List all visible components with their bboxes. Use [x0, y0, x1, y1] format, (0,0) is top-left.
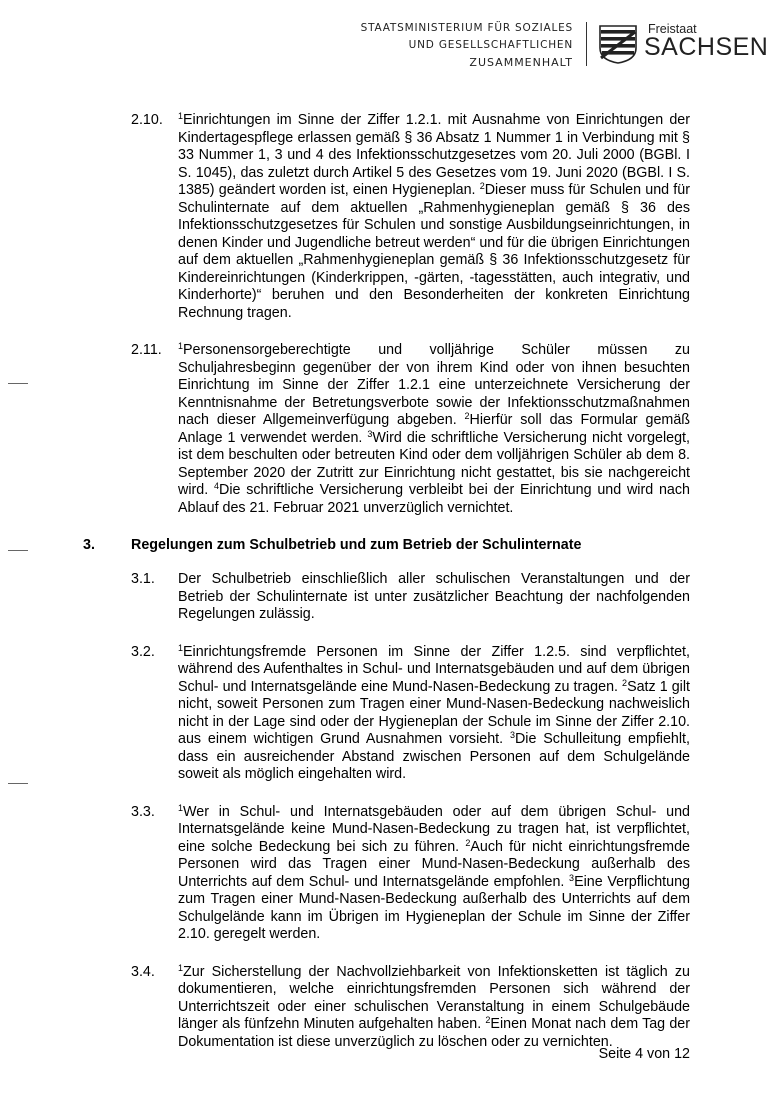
sentence: Die schriftliche Versicherung verbleibt bei der Einrichtung und wird nach Ablauf des 21. Februar 2021 unverzüglich vernichtet. [178, 482, 690, 516]
numbered-paragraph [0, 571, 779, 624]
sentence: Personensorgeberechtigte und volljährige Schüler müssen zu Schuljahresbeginn gegenüber der von ihrem Kind oder von ihnen besuchten Einrichtung im Sinne der Ziffer 1.2.1 eine unterzeichnete Versicherung der Kenntnisnahme der Betretungsverbote sowie der Infektionsschutzmaßnahmen nach dieser Allgemeinverfügung abgeben. [178, 342, 690, 428]
page-header [0, 20, 779, 72]
paragraph-text [178, 964, 690, 1052]
items-section-3 [0, 571, 779, 1051]
section-heading [0, 537, 779, 557]
sentence: Die Schulleitung empfiehlt, dass ein ausreichender Abstand zwischen Personen auf dem Schulgelände soweit als möglich eingehalten wird. [178, 731, 690, 782]
paragraph-text [178, 571, 690, 624]
paragraph-number: 3.3. [131, 803, 155, 820]
sentence-number: 2 [485, 1015, 491, 1025]
state-label-small: Freistaat [648, 22, 697, 36]
section-title: Regelungen zum Schulbetrieb und zum Betrieb der Schulinternate [131, 537, 582, 553]
numbered-paragraph [0, 342, 779, 517]
items-section-2 [0, 112, 779, 517]
paragraph-text [178, 804, 690, 944]
page-number: Seite 4 von 12 [598, 1046, 690, 1062]
sentence-number: 4 [213, 481, 219, 491]
paragraph-number: 3.2. [131, 643, 155, 660]
numbered-paragraph [0, 964, 779, 1052]
sentence: Einrichtungen im Sinne der Ziffer 1.2.1. mit Ausnahme von Einrichtungen der Kindertagespflege erlassen gemäß § 36 Absatz 1 Nummer 1 in Verbindung mit § 33 Nummer 1, 3 und 4 des Infektionsschutzgesetzes vom 20. Juli 2000 (BGBl. I S. 1045), das zuletzt durch Artikel 5 des Gesetzes vom 19. Juni 2020 (BGBl. I S. 1385) geändert worden ist, einen Hygieneplan. [178, 112, 690, 198]
sentence-number: 1 [178, 341, 184, 351]
saxony-crest-icon [598, 24, 638, 64]
paragraph-number: 3.4. [131, 963, 155, 980]
ministry-line-3: ZUSAMMENHALT [469, 56, 573, 69]
document-body [0, 112, 779, 1071]
paragraph-text [178, 342, 690, 517]
sentence: Einen Monat nach dem Tag der Dokumentation ist diese unverzüglich zu löschen oder zu vernichten. [178, 1016, 690, 1050]
sentence: Dieser muss für Schulen und für Schulinternate auf dem aktuellen „Rahmenhygieneplan gemäß § 36 des Infektionsschutzgesetzes für Schulen und sonstige Ausbildungseinrichtungen, in denen Kinder und Jugendliche betreut werden“ und für die übrigen Einrichtungen auf dem aktuellen „Rahmenhygieneplan gemäß § 36 Infektionsschutzgesetz für Kindereinrichtungen (Kinderkrippen, -gärten, -tagesstätten, auch integrativ, und Kinderhorte)“ beruhen und den Besonderheiten der konkreten Einrichtung Rechnung tragen. [178, 182, 690, 321]
sentence: Wird die schriftliche Versicherung nicht vorgelegt, ist dem beschulten oder betreuten Kind oder dem volljährigen Schüler ab dem 8. September 2020 der Zutritt zur Einrichtung nicht gestattet, bis sie nachgereicht wird. [178, 429, 690, 498]
paragraph-number: 2.10. [131, 112, 163, 128]
numbered-paragraph [0, 804, 779, 944]
sentence-number: 3 [509, 730, 515, 740]
sentence: Wer in Schul- und Internatsgebäuden oder auf dem übrigen Schul- und Internatsgelände keine Mund-Nasen-Bedeckung zu tragen hat, ist verpflichtet, eine solche Bedeckung bei sich zu führen. [178, 803, 690, 855]
sentence-number: 1 [178, 111, 184, 121]
paragraph-number: 3.1. [131, 571, 155, 587]
sentence-number: 3 [569, 872, 575, 883]
numbered-paragraph [0, 112, 779, 322]
sentence: Einrichtungsfremde Personen im Sinne der Ziffer 1.2.5. sind verpflichtet, während des Aufenthaltes in Schul- und Internatsgebäuden und auf dem übrigen Schul- und Internatsgelände eine Mund-Nasen-Bedeckung zu tragen. [178, 643, 690, 695]
sentence-number: 1 [178, 802, 184, 813]
sentence-number: 1 [178, 642, 184, 653]
sentence-number: 2 [479, 181, 485, 191]
paragraph-text [178, 112, 690, 322]
sentence: Der Schulbetrieb einschließlich aller schulischen Veranstaltungen und der Betrieb der Schulinternate ist unter zusätzlicher Beachtung der nachfolgenden Regelungen zulässig. [178, 571, 690, 622]
numbered-paragraph [0, 644, 779, 784]
sentence: Hierfür soll das Formular gemäß Anlage 1 verwendet werden. [178, 412, 691, 446]
paragraph-number: 2.11. [131, 342, 162, 358]
sentence: Zur Sicherstellung der Nachvollziehbarkeit von Infektionsketten ist täglich zu dokumentieren, welche einrichtungsfremden Personen sich während der Unterrichtszeit oder einer schulischen Veranstaltung in einem Schulgebäude länger als fünfzehn Minuten aufgehalten haben. [178, 963, 690, 1032]
ministry-line-2: UND GESELLSCHAFTLICHEN [408, 39, 573, 51]
sentence: Auch für nicht einrichtungsfremde Personen wird das Tragen einer Mund-Nasen-Bedeckung außerhalb des Unterrichts auf dem Schul- und Internatsgelände empfohlen. [178, 838, 690, 890]
sentence-number: 2 [464, 411, 470, 421]
paragraph-text [178, 644, 690, 784]
sentence: Eine Verpflichtung zum Tragen einer Mund-Nasen-Bedeckung außerhalb des Unterrichts auf dem Schulgelände kann im Übrigen im Hygieneplan der Schule im Sinne der Ziffer 2.10. geregelt werden. [178, 873, 690, 942]
state-label-large: SACHSEN [644, 33, 769, 61]
sentence: Satz 1 gilt nicht, soweit Personen zum Tragen einer Mund-Nasen-Bedeckung nachweislich nicht in der Lage sind oder der Hygieneplan der Schule im Sinne der Ziffer 2.10. aus einem wichtigen Grund Ausnahmen vorsieht. [178, 678, 690, 747]
sentence-number: 2 [465, 837, 471, 848]
ministry-name [361, 20, 573, 71]
sentence-number: 3 [367, 428, 373, 439]
section-number: 3. [83, 537, 95, 553]
sentence-number: 2 [622, 677, 628, 688]
ministry-line-1: STAATSMINISTERIUM FÜR SOZIALES [360, 22, 573, 34]
sentence-number: 1 [178, 962, 184, 973]
header-divider [586, 22, 587, 66]
